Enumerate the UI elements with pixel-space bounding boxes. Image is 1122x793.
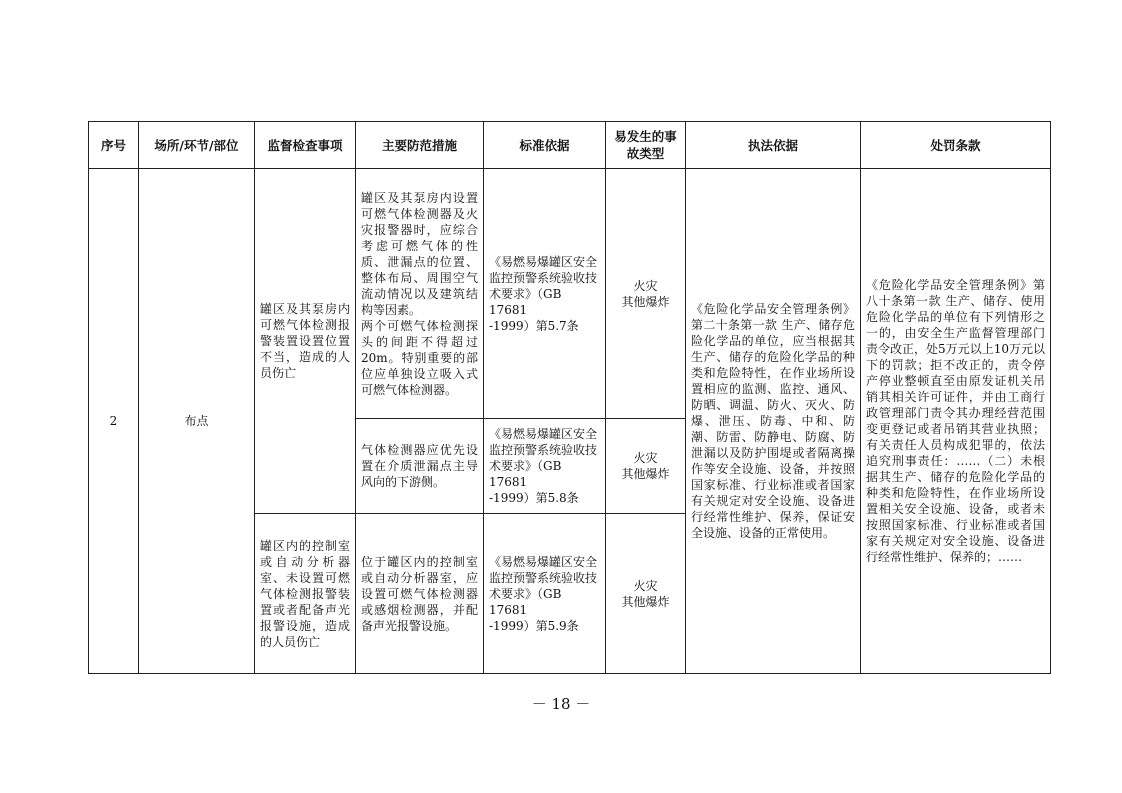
item-cell: 罐区及其泵房内可燃气体检测报警装置设置位置不当，造成的人员伤亡: [255, 169, 356, 514]
penalty-cell: 《危险化学品安全管理条例》第八十条第一款 生产、储存、使用危险化学品的单位有下列情形之一的，由安全生产监督管理部门责令改正，处5万元以上10万元以下的罚款；拒不改正的，责令停产停业整顿直至由原发证机关吊销其相关许可证件，并由工商行政管理部门责令其办理经营范围变更登记或者吊销其营业执照；有关责任人员构成犯罪的，依法追究刑事责任：……（二）未根据其生产、储存的危险化学品的种类和危险特性，在作业场所设置相关安全设施、设备，或者未按照国家标准、行业标准或者国家有关规定对安全设施、设备进行经常性维护、保养的；……: [861, 169, 1051, 674]
header-seq: 序号: [89, 122, 139, 169]
header-penalty: 处罚条款: [861, 122, 1051, 169]
header-standard: 标准依据: [484, 122, 606, 169]
standard-cell: 《易燃易爆罐区安全监控预警系统验收技术要求》（GB 17681 -1999）第5.8条: [484, 419, 606, 514]
seq-cell: 2: [89, 169, 139, 674]
regulation-table: [88, 121, 1051, 674]
table-row: [89, 169, 1051, 419]
accident-cell: 火灾 其他爆炸: [606, 419, 686, 514]
measure-cell: 气体检测器应优先设置在介质泄漏点主导风向的下游侧。: [356, 419, 484, 514]
law-cell: 《危险化学品安全管理条例》第二十条第一款 生产、储存危险化学品的单位，应当根据其生产、储存的危险化学品的种类和危险特性，在作业场所设置相应的监测、监控、通风、防晒、调温、防火、灭火、防爆、泄压、防毒、中和、防潮、防雷、防静电、防腐、防泄漏以及防护围堤或者隔离操作等安全设施、设备，并按照国家标准、行业标准或者国家有关规定对安全设施、设备进行经常性维护、保养，保证安全设施、设备的正常使用。: [686, 169, 861, 674]
item-cell: 罐区内的控制室或自动分析器室、未设置可燃气体检测报警装置或者配备声光报警设施，造成的人员伤亡: [255, 514, 356, 674]
standard-cell: 《易燃易爆罐区安全监控预警系统验收技术要求》（GB 17681 -1999）第5.7条: [484, 169, 606, 419]
page-number: － 18 －: [531, 695, 591, 713]
accident-cell: 火灾 其他爆炸: [606, 169, 686, 419]
measure-cell: 位于罐区内的控制室或自动分析器室，应设置可燃气体检测器或感烟检测器，并配备声光报警设施。: [356, 514, 484, 674]
header-law: 执法依据: [686, 122, 861, 169]
header-row: [89, 122, 1051, 169]
place-cell: 布点: [139, 169, 255, 674]
header-accident: 易发生的事故类型: [606, 122, 686, 169]
header-measure: 主要防范措施: [356, 122, 484, 169]
measure-cell: 罐区及其泵房内设置可燃气体检测器及火灾报警器时，应综合考虑可燃气体的性质、泄漏点的位置、整体布局、周围空气流动情况以及建筑结构等因素。 两个可燃气体检测探头的间距不得超过20m。特别重要的部位应单独设立吸入式可燃气体检测器。: [356, 169, 484, 419]
header-item: 监督检查事项: [255, 122, 356, 169]
header-place: 场所/环节/部位: [139, 122, 255, 169]
standard-cell: 《易燃易爆罐区安全监控预警系统验收技术要求》（GB 17681 -1999）第5.9条: [484, 514, 606, 674]
accident-cell: 火灾 其他爆炸: [606, 514, 686, 674]
